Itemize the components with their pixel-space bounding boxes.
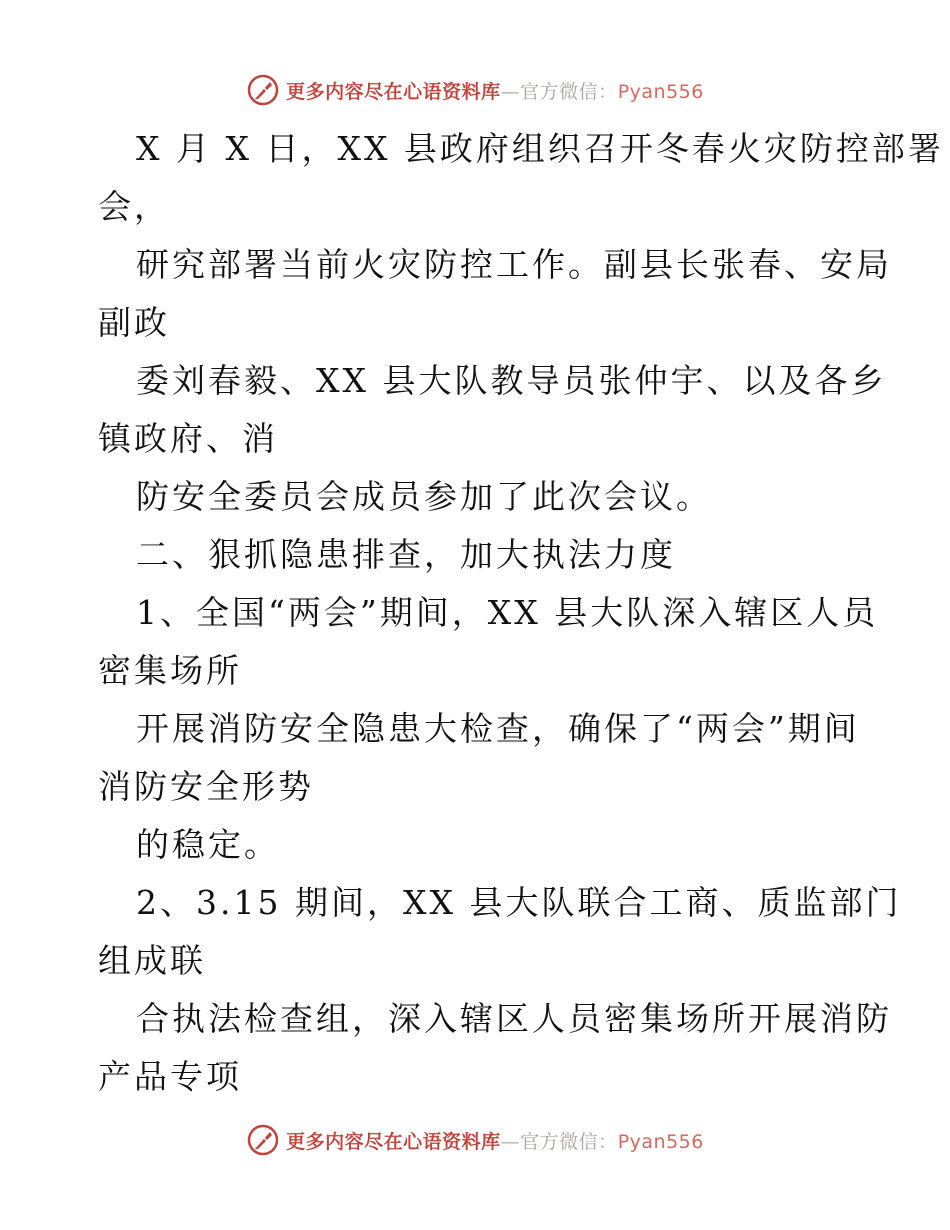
- text-line: 二、狠抓隐患排查，加大执法力度: [136, 535, 676, 574]
- text-line: 1、全国“两会”期间，XX 县大队深入辖区人员: [136, 593, 879, 632]
- text-line: X 月 X 日，XX 县政府组织召开冬春火灾防控部署: [136, 129, 944, 168]
- text-line: 会，: [98, 187, 170, 226]
- watermark-text: [286, 77, 704, 104]
- watermark-main: 更多内容尽在心语资料库: [286, 80, 501, 103]
- text-line: 的稳定。: [136, 825, 280, 864]
- text-line: 组成联: [98, 941, 206, 980]
- watermark-separator: —: [500, 1130, 521, 1153]
- text-line: 2、3.15 期间，XX 县大队联合工商、质监部门: [136, 883, 902, 922]
- watermark-id: Pyan556: [617, 80, 704, 103]
- footer-watermark: [0, 1120, 950, 1160]
- watermark-main: 更多内容尽在心语资料库: [286, 1130, 501, 1153]
- document-body: [98, 120, 944, 1106]
- text-line: 合执法检查组，深入辖区人员密集场所开展消防: [136, 999, 892, 1038]
- watermark-label: 官方微信：: [520, 80, 618, 103]
- text-line: 密集场所: [98, 651, 242, 690]
- watermark-label: 官方微信：: [520, 1130, 618, 1153]
- feather-pen-logo-icon: [246, 1123, 280, 1157]
- text-line: 消防安全形势: [98, 767, 314, 806]
- text-line: 产品专项: [98, 1057, 242, 1096]
- text-line: 开展消防安全隐患大检查，确保了“两会”期间: [136, 709, 860, 748]
- watermark-id: Pyan556: [617, 1130, 704, 1153]
- text-line: 委刘春毅、XX 县大队教导员张仲宇、以及各乡: [136, 361, 887, 400]
- text-line: 副政: [98, 303, 170, 342]
- text-line: 研究部署当前火灾防控工作。副县长张春、安局: [136, 245, 892, 284]
- text-line: 镇政府、消: [98, 419, 278, 458]
- feather-pen-logo-icon: [246, 73, 280, 107]
- text-line: 防安全委员会成员参加了此次会议。: [136, 477, 712, 516]
- header-watermark: [0, 70, 950, 110]
- watermark-text: [286, 1127, 704, 1154]
- watermark-separator: —: [500, 80, 521, 103]
